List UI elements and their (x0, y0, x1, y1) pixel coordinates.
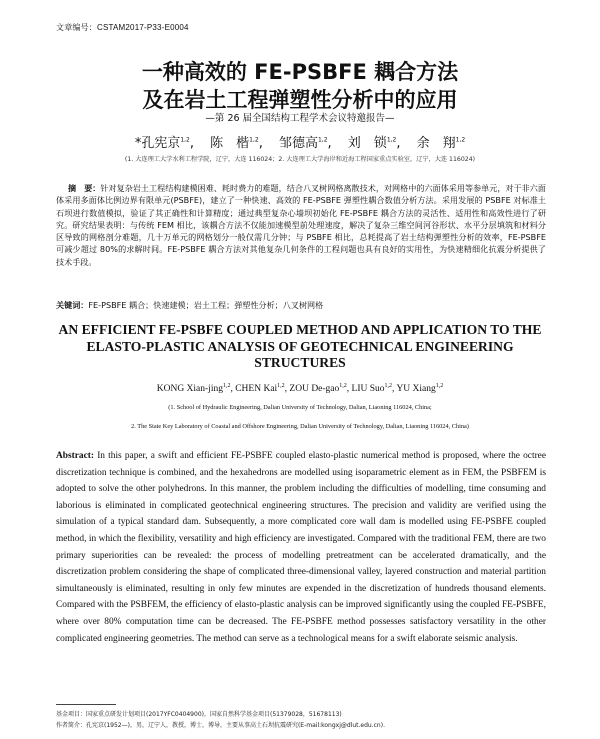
en-author: ZOU De-gao$^{1,2}$ (289, 383, 347, 395)
en-abstract-text: In this paper, a swift and efficient FE-PSBFE coupled elasto-plastic numerical method is proposed, where the octree discretization technique is combined, and the hexahedrons are modelled using isoparametric element as in FEM, the PSBFEM is adopted to solve the other polyhedrons. In this manner, the problem including the difficulties of modelling, time consuming and laborious is eliminated in complicated geotechnical engineering structures. The precision and validity are verified using the simulation of a typical standard dam. Subsequently, a more complicated core wall dam is modelled using FE-PSBFE coupled method, in which the flexibility, versatility and high efficiency are investigated. Compared with the traditional FEM, there are two primary superiorities can be revealed: the process of modelling pretreatment can be accelerated dramatically, and the discretization problem considering the shape of complicated three-dimensional valley, layered construction and material partition simultaneously is eliminated, resulting in only few minutes are expended in the discretization of hundreds thousand elements. Compared with the PSBFEM, the efficiency of elasto-plastic analysis can be improved significantly using the coupled FE-PSBFE, where over 80% computation time can be decreased. The FE-PSBFE method possesses satisfactory versatility in the other complicated engineering geometries. The method can serve as a technological means for a swift elaborate seismic analysis. (56, 451, 547, 644)
cn-keywords-label: 关键词： (56, 300, 89, 310)
en-author: CHEN Kai$^{1,2}$ (235, 383, 285, 395)
en-author: YU Xiang$^{1,2}$ (396, 383, 444, 395)
cn-abstract-label: 摘 要： (68, 183, 101, 193)
en-abstract (56, 448, 546, 647)
cn-author: *孔宪京$^{1,2}$ (134, 136, 190, 151)
article-number: 文章编号：CSTAM2017-P33-E0004 (56, 23, 189, 32)
footnote-rule (56, 704, 116, 705)
cn-author: 余 翔$^{1,2}$ (416, 136, 466, 151)
cn-abstract (56, 182, 546, 268)
cn-keywords-text: FE-PSBFE 耦合；快速建模；岩土工程；弹塑性分析；八叉树网格 (88, 300, 324, 310)
en-author: LIU Suo$^{1,2}$ (351, 383, 393, 395)
footnote-fund: 基金项目：国家重点研发计划项目(2017YFC0404900)，国家自然科学基金项目(51379028，51678113) (56, 711, 342, 718)
cn-author-list: *孔宪京$^{1,2}$, 陈 楷$^{1,2}$, 邹德高$^{1,2}$, 刘 锁$^{1,2}$, 余 翔$^{1,2}$ (134, 136, 466, 151)
cn-keywords (56, 300, 546, 311)
en-author-list: KONG Xian-jing$^{1,2}$, CHEN Kai$^{1,2}$, ZOU De-gao$^{1,2}$, LIU Suo$^{1,2}$, YU Xiang$^{1,2}$ (156, 383, 444, 395)
cn-title-line1: 一种高效的 FE-PSBFE 耦合方法 (141, 60, 459, 84)
cn-subtitle: —第 26 届全国结构工程学术会议特邀报告— (205, 113, 395, 124)
en-author: KONG Xian-jing$^{1,2}$ (156, 383, 231, 395)
cn-title-line2: 及在岩土工程弹塑性分析中的应用 (142, 88, 458, 112)
cn-affiliation: (1. 大连理工大学水利工程学院，辽宁，大连 116024；2. 大连理工大学海岸和近海工程国家重点实验室，辽宁，大连 116024) (124, 156, 476, 163)
cn-abstract-text: 针对复杂岩土工程结构建模困难、耗时费力的难题，结合八叉树网格离散技术，对网格中的六面体采用等参单元，对于非六面体采用多面体比例边界有限单元(PSBFE)，建立了一种快速、高效的 FE-PSBFE 弹塑性耦合数值分析方法。采用发展的 PSBFE 对标准土石坝进行数值模拟，验证了其正确性和计算精度；通过典型复杂心墙坝初始化 FE-PSBFE 耦合方法的灵活性、适用性和高效性进行了研究。研究结果表明：与传统 FEM 相比，该耦合方法不仅能加速模型前处理速度，解决了复杂三维空间河谷形状、水平分层填筑和材料分区导致的网格剖分难题，几十万单元的网格划分一般仅需几分钟；与 PSBFE 相比，总耗提高了岩土结构弹塑性分析的效率，FE-PSBFE 可减少超过 80%的求解时间。FE-PSBFE 耦合方法对其他复杂几何条件的工程问题也具有良好的实用性，为快速精细化抗震分析提供了技术手段。 (56, 183, 546, 267)
en-abstract-label: Abstract: (56, 451, 95, 461)
cn-author: 邹德高$^{1,2}$ (278, 136, 328, 151)
en-affiliation-1: (1. School of Hydraulic Engineering, Dalian University of Technology, Dalian, Liaoning 116024, China; (168, 404, 432, 411)
cn-author: 陈 楷$^{1,2}$ (210, 136, 259, 151)
cn-author: 刘 锁$^{1,2}$ (347, 136, 397, 151)
en-affiliation-2: 2. The State Key Laboratory of Coastal and Offshore Engineering, Dalian University of Technology, Dalian, Liaoning 116024, China) (131, 423, 469, 430)
footnote-author-info: 作者简介：孔宪京(1952—)，男，辽宁人，教授，博士，博导，主要从事高土石坝抗震研究(E-mail:kongxj@dlut.edu.cn). (56, 722, 385, 729)
en-title: AN EFFICIENT FE-PSBFE COUPLED METHOD AND APPLICATION TO THE ELASTO-PLASTIC ANALYSIS OF GEOTECHNICAL ENGINEERING STRUCTURES (58, 322, 542, 370)
